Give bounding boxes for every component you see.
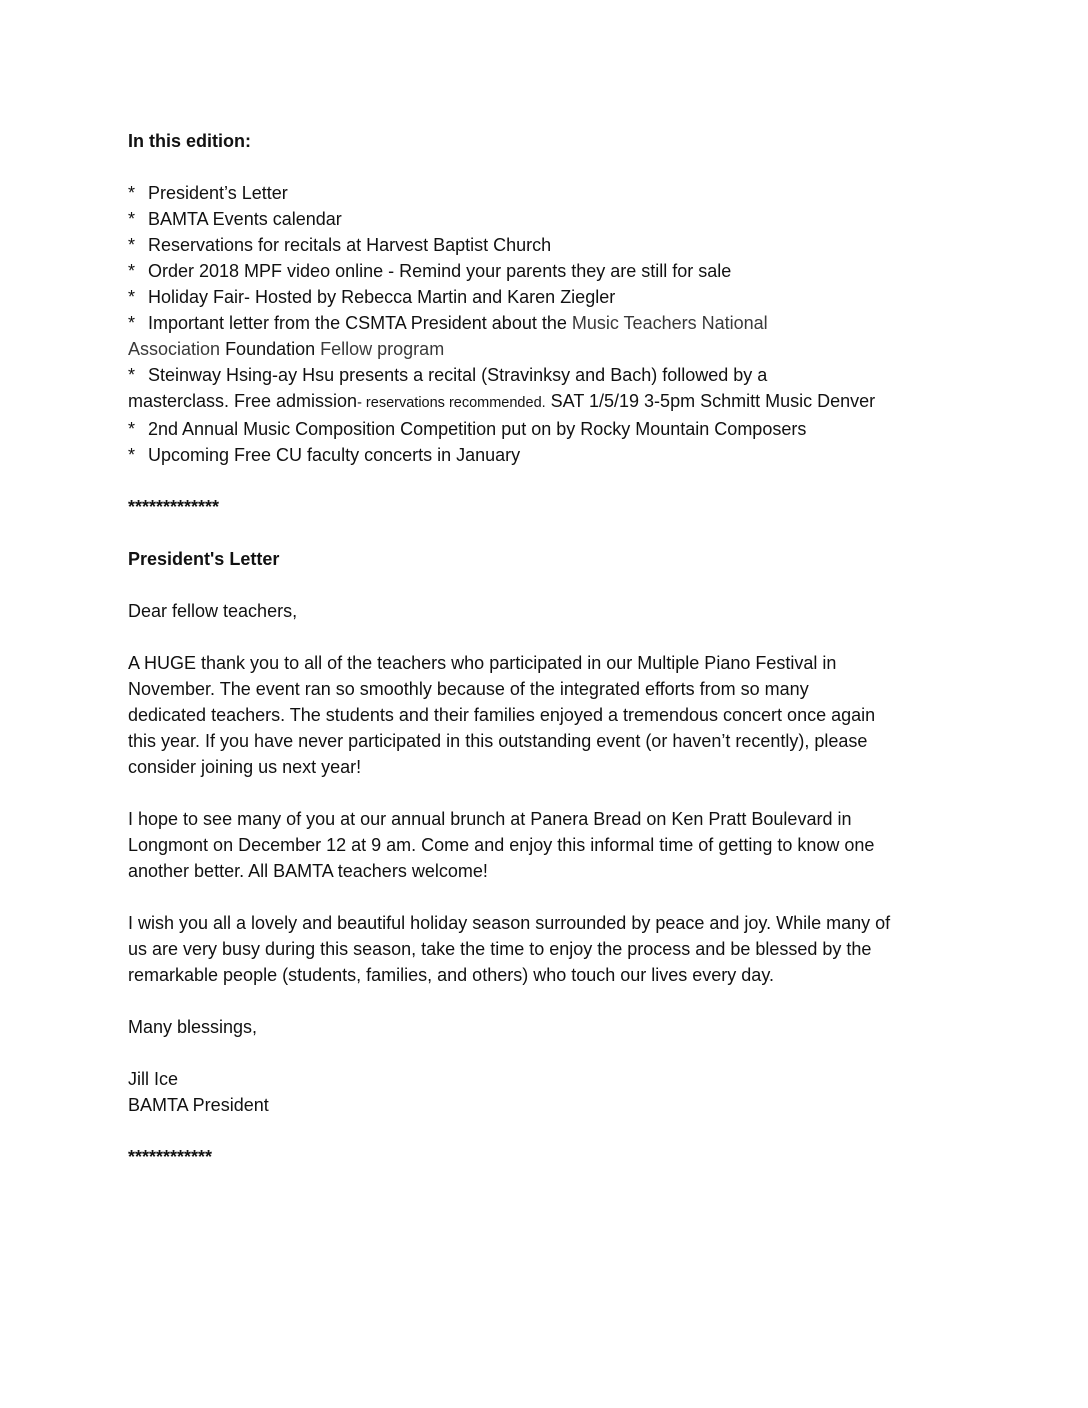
letter-paragraph-3: I wish you all a lovely and beautiful holiday season surrounded by peace and joy. While many of us are very busy during this season, take the time to enjoy the process and be blessed by the remarkable people (students, families, and others) who touch our lives every day. bbox=[128, 913, 891, 985]
list-item-steinway-recital-continued: masterclass. Free admission- reservations recommended. SAT 1/5/19 3-5pm Schmitt Music Denver bbox=[128, 391, 876, 411]
list-item-steinway-recital: * Steinway Hsing-ay Hsu presents a recital (Stravinksy and Bach) followed by a bbox=[128, 365, 768, 385]
list-item-csmta-letter: * Important letter from the CSMTA President about the Music Teachers National bbox=[128, 313, 768, 333]
list-item-csmta-letter-continued: Association Foundation Fellow program bbox=[128, 339, 445, 359]
section-divider: ************* bbox=[128, 497, 220, 517]
list-item: * 2nd Annual Music Composition Competition put on by Rocky Mountain Composers bbox=[128, 419, 807, 439]
list-item: * Upcoming Free CU faculty concerts in January bbox=[128, 445, 521, 465]
edition-list bbox=[128, 180, 978, 468]
list-item: * Reservations for recitals at Harvest Baptist Church bbox=[128, 235, 552, 255]
list-item: * Holiday Fair- Hosted by Rebecca Martin and Karen Ziegler bbox=[128, 287, 616, 307]
list-item: * President’s Letter bbox=[128, 183, 288, 203]
signature-title: BAMTA President bbox=[128, 1095, 269, 1115]
letter-paragraph-2: I hope to see many of you at our annual brunch at Panera Bread on Ken Pratt Boulevard in Longmont on December 12 at 9 am. Come and enjoy this informal time of getting to know one another better. All BAMTA teachers welcome! bbox=[128, 809, 875, 881]
edition-heading: In this edition: bbox=[128, 131, 251, 151]
letter-paragraph-1: A HUGE thank you to all of the teachers who participated in our Multiple Piano Festival in November. The event ran so smoothly because of the integrated efforts from so many dedicated teachers. The students and their families enjoyed a tremendous concert once again this year. If you have never participated in this outstanding event (or haven’t recently), please consider joining us next year! bbox=[128, 653, 876, 777]
list-item: * Order 2018 MPF video online - Remind your parents they are still for sale bbox=[128, 261, 732, 281]
signature-name: Jill Ice bbox=[128, 1069, 179, 1089]
letter-greeting: Dear fellow teachers, bbox=[128, 601, 298, 621]
letter-closing: Many blessings, bbox=[128, 1017, 258, 1037]
newsletter-page bbox=[128, 128, 978, 1170]
letter-heading: President's Letter bbox=[128, 549, 280, 569]
list-item: * BAMTA Events calendar bbox=[128, 209, 342, 229]
section-divider: ************ bbox=[128, 1147, 213, 1167]
